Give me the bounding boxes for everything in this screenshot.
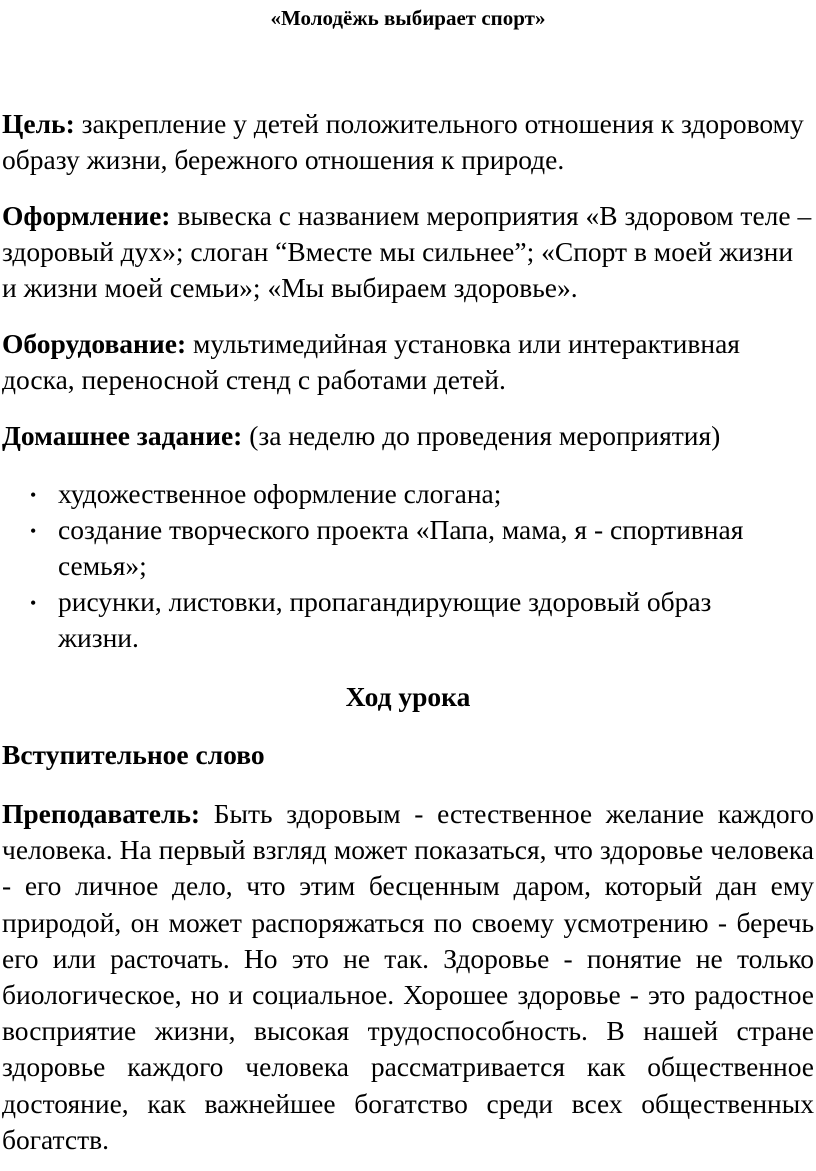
- bullet-icon: •: [30, 521, 37, 541]
- homework-paragraph: [2, 418, 814, 454]
- list-item-text: рисунки, листовки, пропагандирующие здоровый образ жизни.: [58, 586, 712, 653]
- intro-heading: Вступительное слово: [2, 739, 265, 770]
- document-title: «Молодёжь выбирает спорт»: [270, 6, 546, 30]
- equipment-label: Оборудование:: [2, 328, 187, 359]
- teacher-paragraph: [2, 796, 814, 1158]
- goal-text: закрепление у детей положительного отношения к здоровому образу жизни, бережного отношения к природе.: [2, 108, 804, 175]
- list-item: [0, 512, 790, 584]
- teacher-text: Быть здоровым - естественное желание каждого человека. На первый взгляд может показаться, что здоровье человека - его личное дело, что этим бесценным даром, который дан ему природой, он может распоряжаться по своему усмотрению - беречь его или расточать. Но это не так. Здоровье - понятие не только биологическое, но и социальное. Хорошее здоровье - это радостное восприятие жизни, высокая трудоспособность. В нашей стране здоровье каждого человека рассматривается как общественное достояние, как важнейшее богатство среди всех общественных богатств.: [2, 798, 814, 1155]
- list-item: [0, 476, 790, 512]
- equipment-paragraph: [2, 326, 814, 398]
- lesson-heading: Ход урока: [345, 681, 471, 712]
- design-text: вывеска с названием мероприятия «В здоровом теле – здоровый дух»; слоган “Вместе мы сильнее”; «Спорт в моей жизни и жизни моей семьи»; «Мы выбираем здоровье».: [2, 200, 812, 303]
- homework-label: Домашнее задание:: [2, 420, 243, 451]
- bullet-icon: •: [30, 593, 37, 613]
- homework-text: (за неделю до проведения мероприятия): [242, 420, 721, 451]
- design-paragraph: [2, 198, 814, 306]
- goal-paragraph: [2, 106, 814, 178]
- list-item-text: создание творческого проекта «Папа, мама, я - спортивная семья»;: [58, 514, 744, 581]
- list-item: [0, 584, 790, 656]
- goal-label: Цель:: [2, 108, 75, 139]
- design-label: Оформление:: [2, 200, 171, 231]
- bullet-icon: •: [30, 485, 37, 505]
- homework-list: [0, 476, 790, 656]
- equipment-text: мультимедийная установка или интерактивная доска, переносной стенд с работами детей.: [2, 328, 740, 395]
- list-item-text: художественное оформление слогана;: [58, 478, 502, 509]
- teacher-label: Преподаватель:: [2, 798, 201, 829]
